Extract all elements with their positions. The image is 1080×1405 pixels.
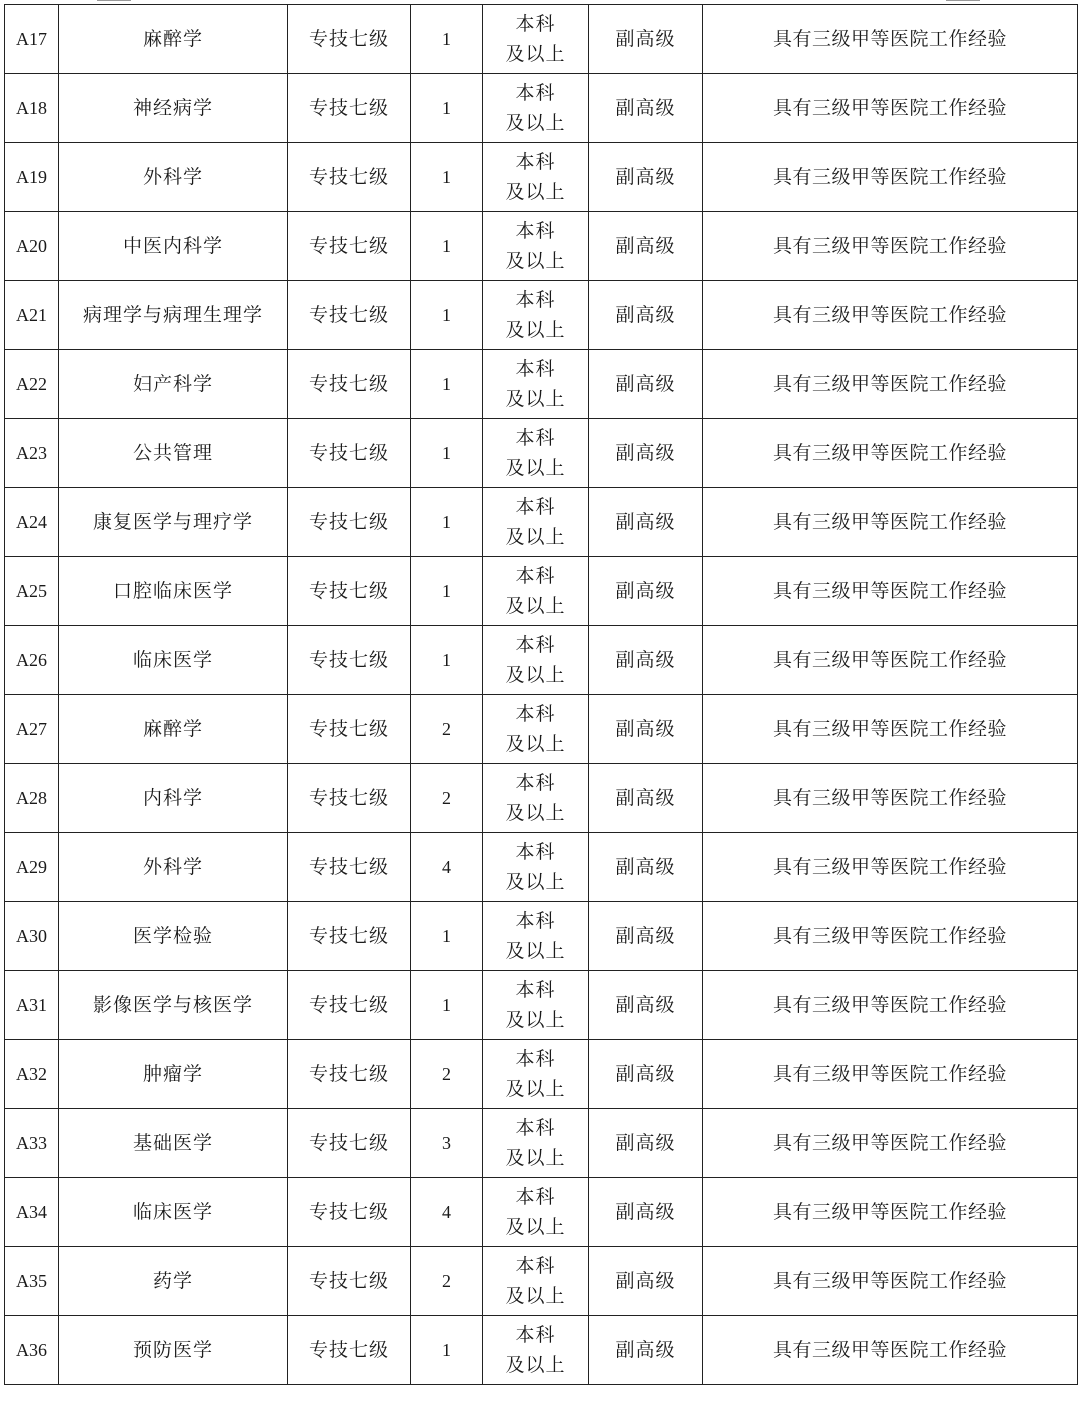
major-cell: 公共管理: [59, 419, 288, 488]
major-cell: 外科学: [59, 833, 288, 902]
position-code-cell: A24: [5, 488, 59, 557]
headcount-cell: 1: [411, 74, 483, 143]
education-line-1: 本科: [515, 1186, 556, 1208]
table-row: [5, 281, 1078, 350]
requirement-cell: 具有三级甲等医院工作经验: [703, 488, 1078, 557]
table-row: [5, 143, 1078, 212]
requirement-cell: 具有三级甲等医院工作经验: [703, 626, 1078, 695]
position-code-cell: A30: [5, 902, 59, 971]
requirement-cell: 具有三级甲等医院工作经验: [703, 1316, 1078, 1385]
education-cell: [483, 1040, 589, 1109]
table-row: [5, 1247, 1078, 1316]
position-code-cell: A25: [5, 557, 59, 626]
education-line-1: 本科: [515, 1048, 556, 1070]
education-line-2: 及以上: [505, 181, 566, 203]
post-level-cell: 专技七级: [288, 419, 411, 488]
post-level-cell: 专技七级: [288, 764, 411, 833]
education-line-2: 及以上: [505, 388, 566, 410]
headcount-cell: 1: [411, 212, 483, 281]
major-cell: 肿瘤学: [59, 1040, 288, 1109]
education-cell: [483, 764, 589, 833]
table-row: [5, 764, 1078, 833]
professional-title-cell: 副高级: [589, 350, 703, 419]
major-cell: 口腔临床医学: [59, 557, 288, 626]
post-level-cell: 专技七级: [288, 695, 411, 764]
professional-title-cell: 副高级: [589, 212, 703, 281]
education-cell: [483, 281, 589, 350]
education-line-1: 本科: [515, 910, 556, 932]
education-cell: [483, 626, 589, 695]
headcount-cell: 3: [411, 1109, 483, 1178]
professional-title-cell: 副高级: [589, 74, 703, 143]
requirement-cell: 具有三级甲等医院工作经验: [703, 281, 1078, 350]
education-line-1: 本科: [515, 13, 556, 35]
education-cell: [483, 1178, 589, 1247]
table-row: [5, 833, 1078, 902]
education-line-2: 及以上: [505, 1354, 566, 1376]
major-cell: 影像医学与核医学: [59, 971, 288, 1040]
headcount-cell: 1: [411, 419, 483, 488]
headcount-cell: 1: [411, 5, 483, 74]
position-code-cell: A18: [5, 74, 59, 143]
table-row: [5, 1109, 1078, 1178]
professional-title-cell: 副高级: [589, 971, 703, 1040]
education-line-2: 及以上: [505, 664, 566, 686]
education-line-2: 及以上: [505, 1009, 566, 1031]
professional-title-cell: 副高级: [589, 557, 703, 626]
post-level-cell: 专技七级: [288, 1316, 411, 1385]
education-line-1: 本科: [515, 82, 556, 104]
professional-title-cell: 副高级: [589, 1178, 703, 1247]
professional-title-cell: 副高级: [589, 1316, 703, 1385]
major-cell: 内科学: [59, 764, 288, 833]
major-cell: 麻醉学: [59, 695, 288, 764]
post-level-cell: 专技七级: [288, 1178, 411, 1247]
post-level-cell: 专技七级: [288, 212, 411, 281]
post-level-cell: 专技七级: [288, 1247, 411, 1316]
education-cell: [483, 5, 589, 74]
requirement-cell: 具有三级甲等医院工作经验: [703, 833, 1078, 902]
education-line-2: 及以上: [505, 802, 566, 824]
requirement-cell: 具有三级甲等医院工作经验: [703, 419, 1078, 488]
table-row: [5, 1178, 1078, 1247]
headcount-cell: 2: [411, 764, 483, 833]
education-line-2: 及以上: [505, 1078, 566, 1100]
education-cell: [483, 350, 589, 419]
education-line-1: 本科: [515, 1324, 556, 1346]
education-line-1: 本科: [515, 358, 556, 380]
major-cell: 预防医学: [59, 1316, 288, 1385]
table-row: [5, 902, 1078, 971]
major-cell: 中医内科学: [59, 212, 288, 281]
headcount-cell: 2: [411, 1040, 483, 1109]
education-cell: [483, 212, 589, 281]
professional-title-cell: 副高级: [589, 902, 703, 971]
education-line-2: 及以上: [505, 112, 566, 134]
post-level-cell: 专技七级: [288, 281, 411, 350]
position-code-cell: A28: [5, 764, 59, 833]
headcount-cell: 1: [411, 488, 483, 557]
education-line-2: 及以上: [505, 1147, 566, 1169]
education-line-2: 及以上: [505, 733, 566, 755]
table-row: [5, 971, 1078, 1040]
requirement-cell: 具有三级甲等医院工作经验: [703, 1178, 1078, 1247]
position-code-cell: A34: [5, 1178, 59, 1247]
requirement-cell: 具有三级甲等医院工作经验: [703, 557, 1078, 626]
education-cell: [483, 419, 589, 488]
major-cell: 妇产科学: [59, 350, 288, 419]
education-cell: [483, 1247, 589, 1316]
position-code-cell: A22: [5, 350, 59, 419]
edge-mark: [946, 0, 980, 1]
post-level-cell: 专技七级: [288, 626, 411, 695]
education-cell: [483, 1316, 589, 1385]
position-code-cell: A27: [5, 695, 59, 764]
professional-title-cell: 副高级: [589, 488, 703, 557]
education-line-1: 本科: [515, 151, 556, 173]
education-cell: [483, 971, 589, 1040]
headcount-cell: 2: [411, 695, 483, 764]
position-code-cell: A32: [5, 1040, 59, 1109]
education-line-2: 及以上: [505, 43, 566, 65]
professional-title-cell: 副高级: [589, 626, 703, 695]
professional-title-cell: 副高级: [589, 419, 703, 488]
headcount-cell: 1: [411, 281, 483, 350]
table-row: [5, 488, 1078, 557]
headcount-cell: 4: [411, 833, 483, 902]
education-line-1: 本科: [515, 841, 556, 863]
position-code-cell: A33: [5, 1109, 59, 1178]
table-body: [5, 5, 1078, 1385]
position-code-cell: A31: [5, 971, 59, 1040]
education-cell: [483, 1109, 589, 1178]
major-cell: 病理学与病理生理学: [59, 281, 288, 350]
table-row: [5, 557, 1078, 626]
table-row: [5, 695, 1078, 764]
professional-title-cell: 副高级: [589, 764, 703, 833]
post-level-cell: 专技七级: [288, 74, 411, 143]
professional-title-cell: 副高级: [589, 833, 703, 902]
requirement-cell: 具有三级甲等医院工作经验: [703, 1040, 1078, 1109]
position-code-cell: A23: [5, 419, 59, 488]
post-level-cell: 专技七级: [288, 971, 411, 1040]
table-row: [5, 5, 1078, 74]
education-line-2: 及以上: [505, 526, 566, 548]
professional-title-cell: 副高级: [589, 5, 703, 74]
requirement-cell: 具有三级甲等医院工作经验: [703, 1247, 1078, 1316]
post-level-cell: 专技七级: [288, 1040, 411, 1109]
position-code-cell: A19: [5, 143, 59, 212]
education-line-1: 本科: [515, 979, 556, 1001]
post-level-cell: 专技七级: [288, 350, 411, 419]
education-line-1: 本科: [515, 772, 556, 794]
education-line-1: 本科: [515, 634, 556, 656]
position-code-cell: A35: [5, 1247, 59, 1316]
major-cell: 神经病学: [59, 74, 288, 143]
education-cell: [483, 488, 589, 557]
education-line-2: 及以上: [505, 319, 566, 341]
headcount-cell: 1: [411, 1316, 483, 1385]
major-cell: 医学检验: [59, 902, 288, 971]
table-row: [5, 74, 1078, 143]
education-cell: [483, 833, 589, 902]
post-level-cell: 专技七级: [288, 902, 411, 971]
post-level-cell: 专技七级: [288, 143, 411, 212]
headcount-cell: 1: [411, 557, 483, 626]
education-line-2: 及以上: [505, 595, 566, 617]
headcount-cell: 1: [411, 902, 483, 971]
requirement-cell: 具有三级甲等医院工作经验: [703, 212, 1078, 281]
major-cell: 药学: [59, 1247, 288, 1316]
professional-title-cell: 副高级: [589, 1109, 703, 1178]
headcount-cell: 2: [411, 1247, 483, 1316]
education-cell: [483, 557, 589, 626]
education-line-2: 及以上: [505, 1216, 566, 1238]
education-line-1: 本科: [515, 220, 556, 242]
major-cell: 临床医学: [59, 1178, 288, 1247]
education-line-1: 本科: [515, 427, 556, 449]
position-code-cell: A29: [5, 833, 59, 902]
headcount-cell: 4: [411, 1178, 483, 1247]
requirement-cell: 具有三级甲等医院工作经验: [703, 971, 1078, 1040]
headcount-cell: 1: [411, 350, 483, 419]
education-cell: [483, 74, 589, 143]
headcount-cell: 1: [411, 143, 483, 212]
education-line-1: 本科: [515, 496, 556, 518]
table-row: [5, 350, 1078, 419]
major-cell: 基础医学: [59, 1109, 288, 1178]
edge-mark: [97, 0, 131, 1]
post-level-cell: 专技七级: [288, 833, 411, 902]
position-code-cell: A17: [5, 5, 59, 74]
professional-title-cell: 副高级: [589, 1247, 703, 1316]
professional-title-cell: 副高级: [589, 695, 703, 764]
job-positions-table: [4, 4, 1078, 1385]
education-line-2: 及以上: [505, 871, 566, 893]
major-cell: 临床医学: [59, 626, 288, 695]
requirement-cell: 具有三级甲等医院工作经验: [703, 1109, 1078, 1178]
education-line-2: 及以上: [505, 457, 566, 479]
requirement-cell: 具有三级甲等医院工作经验: [703, 74, 1078, 143]
education-line-2: 及以上: [505, 1285, 566, 1307]
major-cell: 康复医学与理疗学: [59, 488, 288, 557]
professional-title-cell: 副高级: [589, 143, 703, 212]
headcount-cell: 1: [411, 626, 483, 695]
education-line-1: 本科: [515, 565, 556, 587]
education-line-1: 本科: [515, 1255, 556, 1277]
position-code-cell: A36: [5, 1316, 59, 1385]
requirement-cell: 具有三级甲等医院工作经验: [703, 695, 1078, 764]
requirement-cell: 具有三级甲等医院工作经验: [703, 5, 1078, 74]
professional-title-cell: 副高级: [589, 281, 703, 350]
requirement-cell: 具有三级甲等医院工作经验: [703, 350, 1078, 419]
post-level-cell: 专技七级: [288, 557, 411, 626]
major-cell: 外科学: [59, 143, 288, 212]
major-cell: 麻醉学: [59, 5, 288, 74]
education-cell: [483, 695, 589, 764]
table-row: [5, 1316, 1078, 1385]
table-row: [5, 626, 1078, 695]
requirement-cell: 具有三级甲等医院工作经验: [703, 143, 1078, 212]
post-level-cell: 专技七级: [288, 5, 411, 74]
post-level-cell: 专技七级: [288, 1109, 411, 1178]
education-line-1: 本科: [515, 1117, 556, 1139]
education-line-2: 及以上: [505, 250, 566, 272]
education-cell: [483, 143, 589, 212]
professional-title-cell: 副高级: [589, 1040, 703, 1109]
table-row: [5, 1040, 1078, 1109]
position-code-cell: A21: [5, 281, 59, 350]
education-line-1: 本科: [515, 703, 556, 725]
position-code-cell: A26: [5, 626, 59, 695]
education-cell: [483, 902, 589, 971]
education-line-1: 本科: [515, 289, 556, 311]
headcount-cell: 1: [411, 971, 483, 1040]
education-line-2: 及以上: [505, 940, 566, 962]
table-row: [5, 419, 1078, 488]
position-code-cell: A20: [5, 212, 59, 281]
requirement-cell: 具有三级甲等医院工作经验: [703, 902, 1078, 971]
table-row: [5, 212, 1078, 281]
post-level-cell: 专技七级: [288, 488, 411, 557]
requirement-cell: 具有三级甲等医院工作经验: [703, 764, 1078, 833]
